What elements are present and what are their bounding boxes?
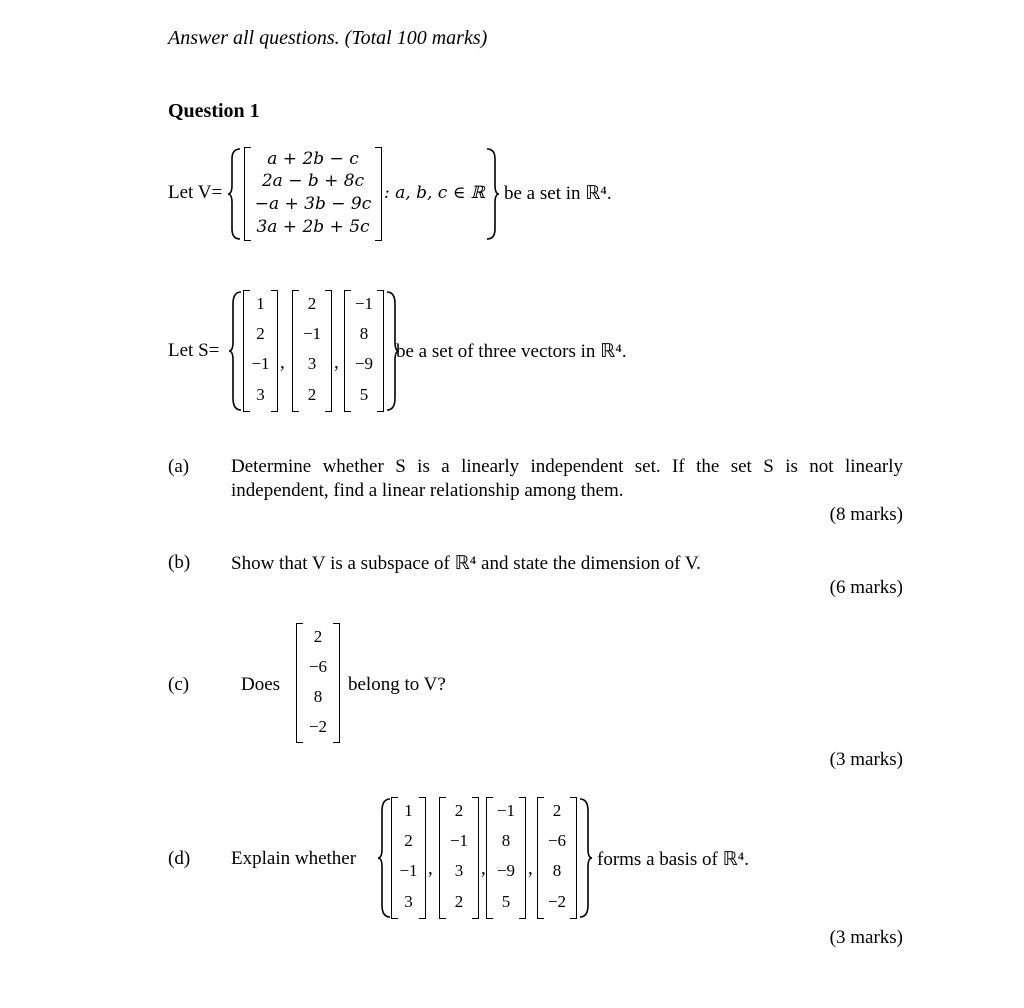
vector-entry: 1	[256, 294, 265, 313]
instructions-header: Answer all questions. (Total 100 marks)	[168, 27, 488, 49]
set-s-vector-1	[243, 290, 278, 412]
vector-entry: −2	[547, 892, 567, 911]
vector-entry: 3	[404, 892, 413, 911]
set-d-right-brace	[578, 797, 592, 919]
part-c-vector	[296, 623, 340, 743]
vector-entry: 2	[307, 294, 317, 313]
vector-entry: −9	[354, 354, 374, 373]
set-v-suffix: be a set in ℝ⁴.	[504, 183, 612, 204]
part-d-prefix: Explain whether	[231, 848, 357, 869]
set-s-vector-3	[344, 290, 384, 412]
set-v-left-brace	[228, 147, 242, 241]
vector-entry: 2	[454, 892, 464, 911]
set-d-vector-4	[537, 797, 577, 919]
vector-entry: 5	[359, 385, 369, 404]
set-s-suffix: be a set of three vectors in ℝ⁴.	[396, 341, 627, 362]
vector-entry: −1	[302, 324, 322, 343]
vector-entry: 2	[454, 801, 464, 820]
vector-entry: −6	[547, 831, 567, 850]
vector-entry: −1	[496, 801, 516, 820]
set-d-left-brace	[378, 797, 392, 919]
vector-entry: −1	[449, 831, 469, 850]
part-a-line1: Determine whether S is a linearly independent set. If the set S is not linearly	[231, 456, 903, 477]
set-v-matrix	[244, 147, 382, 241]
set-v-right-brace	[485, 147, 499, 241]
part-a-line2: independent, find a linear relationship among them.	[231, 480, 624, 501]
set-s-left-brace	[229, 290, 243, 412]
part-d-label: (d)	[168, 848, 191, 869]
set-v-entry: 3a + 2b + 5c	[256, 217, 370, 237]
vector-entry: −6	[308, 657, 328, 676]
set-v-entry: 2a − b + 8c	[261, 171, 365, 191]
vector-entry: 5	[501, 892, 511, 911]
set-v-condition: : a, b, c ∈ ℝ	[384, 183, 485, 203]
part-b-marks: (6 marks)	[829, 577, 903, 598]
vector-entry: −2	[308, 717, 328, 736]
set-v-prefix: Let V=	[168, 182, 223, 203]
comma: ,	[428, 858, 433, 879]
vector-entry: 2	[313, 627, 323, 646]
vector-entry: 8	[501, 831, 511, 850]
vector-entry: 2	[552, 801, 562, 820]
comma: ,	[528, 858, 533, 879]
vector-entry: −9	[496, 861, 516, 880]
comma: ,	[481, 858, 486, 879]
comma: ,	[280, 352, 285, 373]
vector-entry: 2	[307, 385, 317, 404]
vector-entry: 1	[404, 801, 413, 820]
part-b-label: (b)	[168, 552, 191, 573]
vector-entry: 3	[454, 861, 464, 880]
question-title: Question 1	[168, 100, 260, 122]
vector-entry: −1	[251, 354, 270, 373]
vector-entry: −1	[354, 294, 374, 313]
set-d-vector-1	[391, 797, 426, 919]
vector-entry: −1	[399, 861, 418, 880]
part-c-label: (c)	[168, 674, 190, 695]
vector-entry: 8	[552, 861, 562, 880]
vector-entry: 8	[313, 687, 323, 706]
part-a-marks: (8 marks)	[829, 504, 903, 525]
set-v-entry: −a + 3b − 9c	[254, 194, 372, 214]
part-b-text: Show that V is a subspace of ℝ⁴ and state the dimension of V.	[231, 553, 701, 574]
comma: ,	[334, 352, 339, 373]
set-d-vector-3	[486, 797, 526, 919]
part-c-prefix: Does	[241, 674, 281, 695]
part-c-marks: (3 marks)	[829, 749, 903, 770]
part-c-suffix: belong to V?	[348, 674, 446, 695]
set-s-prefix: Let S=	[168, 340, 220, 361]
set-v-entry: a + 2b − c	[267, 149, 359, 169]
vector-entry: 2	[404, 831, 413, 850]
set-s-vector-2	[292, 290, 332, 412]
part-a-label: (a)	[168, 456, 190, 477]
part-d-suffix: forms a basis of ℝ⁴.	[597, 849, 750, 870]
vector-entry: 8	[359, 324, 369, 343]
vector-entry: 3	[307, 354, 317, 373]
vector-entry: 2	[256, 324, 265, 343]
part-d-marks: (3 marks)	[829, 927, 903, 948]
vector-entry: 3	[256, 385, 265, 404]
set-d-vector-2	[439, 797, 479, 919]
